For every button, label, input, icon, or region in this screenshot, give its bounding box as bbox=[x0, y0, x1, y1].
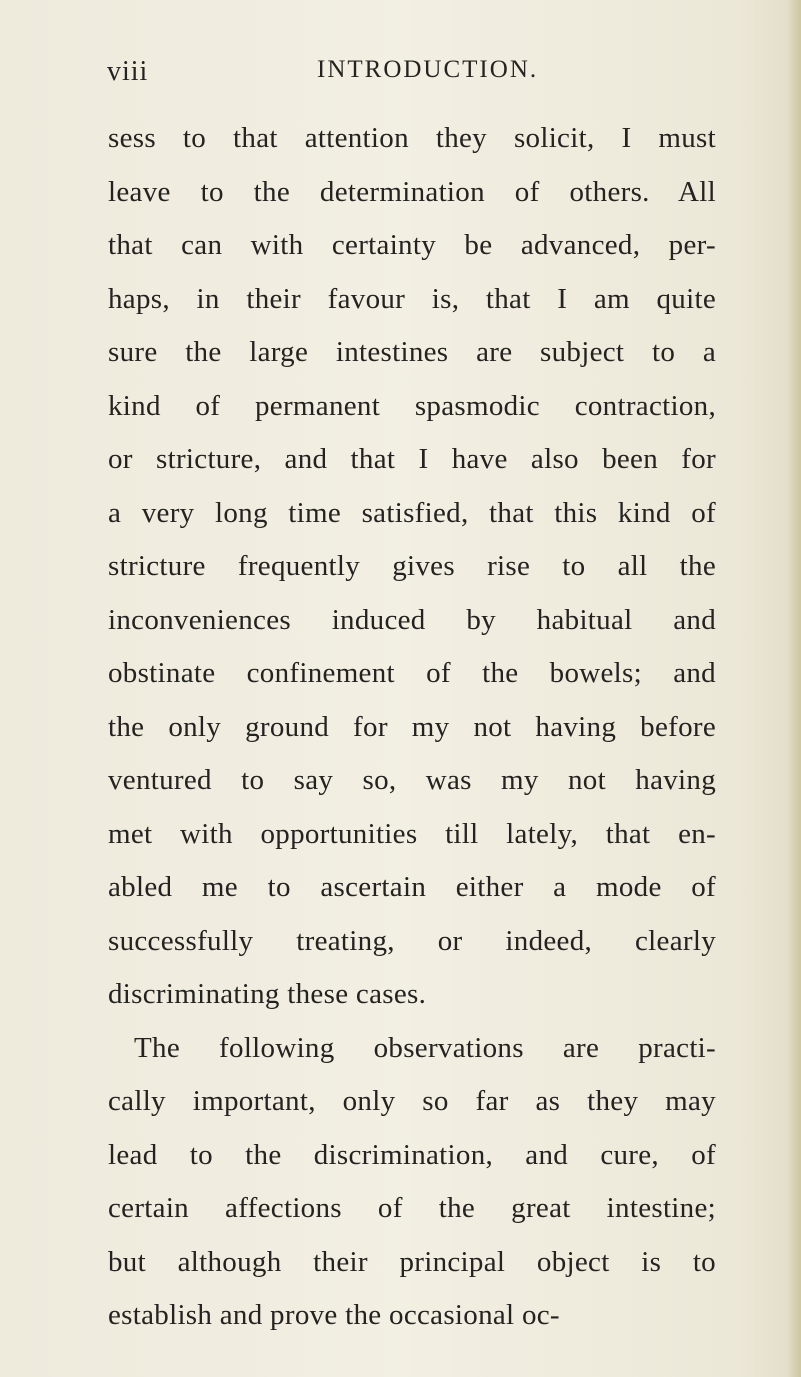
paragraph-end-line: discriminating these cases. bbox=[108, 978, 427, 1010]
text-line: sess to that attention they solicit, I must bbox=[108, 122, 716, 154]
page-edge-shadow bbox=[787, 0, 801, 1377]
text-line: obstinate confinement of the bowels; and bbox=[108, 657, 716, 689]
text-line: leave to the determination of others. All bbox=[108, 175, 716, 208]
text-line: abled me to ascertain either a mode of bbox=[108, 871, 716, 903]
page-number: viii bbox=[107, 56, 149, 87]
text-line: certain affections of the great intestine; bbox=[108, 1192, 716, 1224]
text-line: stricture frequently gives rise to all the bbox=[108, 550, 716, 582]
text-line: kind of permanent spasmodic contraction, bbox=[108, 389, 716, 422]
running-title: INTRODUCTION. bbox=[317, 56, 539, 83]
page-header bbox=[107, 56, 667, 96]
body-text bbox=[108, 112, 716, 1343]
text-line: met with opportunities till lately, that en- bbox=[108, 817, 716, 850]
text-line: lead to the discrimination, and cure, of bbox=[108, 1138, 716, 1171]
text-line: that can with certainty be advanced, per- bbox=[108, 229, 716, 261]
text-line: a very long time satisfied, that this kind of bbox=[108, 496, 716, 529]
text-line: the only ground for my not having before bbox=[108, 710, 716, 743]
text-line: or stricture, and that I have also been for bbox=[108, 443, 716, 475]
text-line: establish and prove the occasional oc- bbox=[108, 1299, 560, 1331]
text-line: sure the large intestines are subject to a bbox=[108, 336, 716, 368]
text-line: cally important, only so far as they may bbox=[108, 1085, 716, 1117]
text-line: successfully treating, or indeed, clearly bbox=[108, 924, 716, 957]
text-line: ventured to say so, was my not having bbox=[108, 764, 716, 796]
paragraph-start-line: The following observations are practi- bbox=[134, 1031, 716, 1064]
text-line: inconveniences induced by habitual and bbox=[108, 603, 716, 636]
text-line: haps, in their favour is, that I am quite bbox=[108, 282, 716, 315]
text-line: but although their principal object is to bbox=[108, 1245, 716, 1278]
